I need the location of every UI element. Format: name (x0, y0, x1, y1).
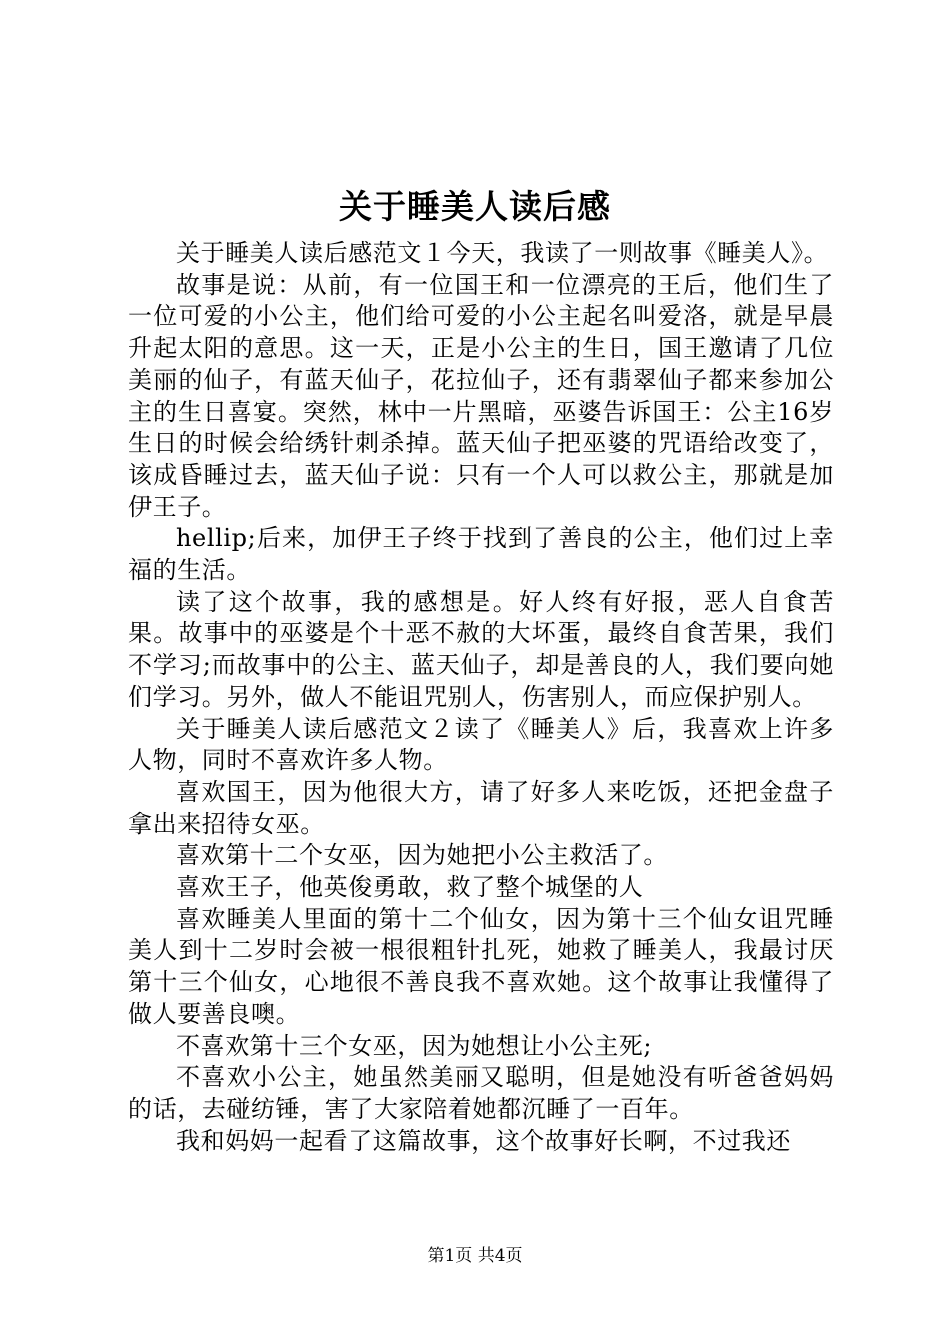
page-number-footer: 第1页 共4页 (427, 1246, 523, 1266)
paragraph: 喜欢王子，他英俊勇敢，救了整个城堡的人 (176, 873, 644, 902)
paragraph: 不喜欢小公主，她虽然美丽又聪明，但是她没有听爸爸妈妈的话，去碰纺锤，害了大家陪着她都沉睡了一百年。 (128, 1063, 834, 1123)
paragraph: 不喜欢第十三个女巫，因为她想让小公主死; (176, 1031, 653, 1060)
paragraph: 读了这个故事，我的感想是。好人终有好报，恶人自食苦果。故事中的巫婆是个十恶不赦的大坏蛋，最终自食苦果，我们不学习;而故事中的公主、蓝天仙子，却是善良的人，我们要向她们学习。另外，做人不能诅咒别人，伤害别人，而应保护别人。 (128, 587, 834, 711)
paragraph: 喜欢国王，因为他很大方，请了好多人来吃饭，还把金盘子拿出来招待女巫。 (128, 777, 834, 838)
paragraph: 关于睡美人读后感范文２读了《睡美人》后，我喜欢上许多人物，同时不喜欢许多人物。 (128, 714, 834, 775)
document-body (128, 238, 834, 1157)
paragraph: 喜欢睡美人里面的第十二个仙女，因为第十三个仙女诅咒睡美人到十二岁时会被一根很粗针扎死，她救了睡美人，我最讨厌第十三个仙女，心地很不善良我不喜欢她。这个故事让我懂得了做人要善良噢。 (128, 904, 834, 1028)
document-title: 关于睡美人读后感 (339, 187, 611, 226)
paragraph: 喜欢第十二个女巫，因为她把小公主救活了。 (176, 841, 668, 870)
paragraph: 我和妈妈一起看了这篇故事，这个故事好长啊，不过我还 (176, 1126, 791, 1155)
paragraph: 故事是说：从前，有一位国王和一位漂亮的王后，他们生了一位可爱的小公主，他们给可爱的小公主起名叫爱洛，就是早晨升起太阳的意思。这一天，正是小公主的生日，国王邀请了几位美丽的仙子，有蓝天仙子，花拉仙子，还有翡翠仙子都来参加公主的生日喜宴。突然，林中一片黑暗，巫婆告诉国王：公主16岁生日的时候会给绣针刺杀掉。蓝天仙子把巫婆的咒语给改变了，该成昏睡过去，蓝天仙子说：只有一个人可以救公主，那就是加伊王子。 (128, 270, 834, 521)
paragraph: hellip;后来，加伊王子终于找到了善良的公主，他们过上幸福的生活。 (128, 524, 834, 585)
paragraph: 关于睡美人读后感范文１今天，我读了一则故事《睡美人》。 (176, 239, 829, 267)
